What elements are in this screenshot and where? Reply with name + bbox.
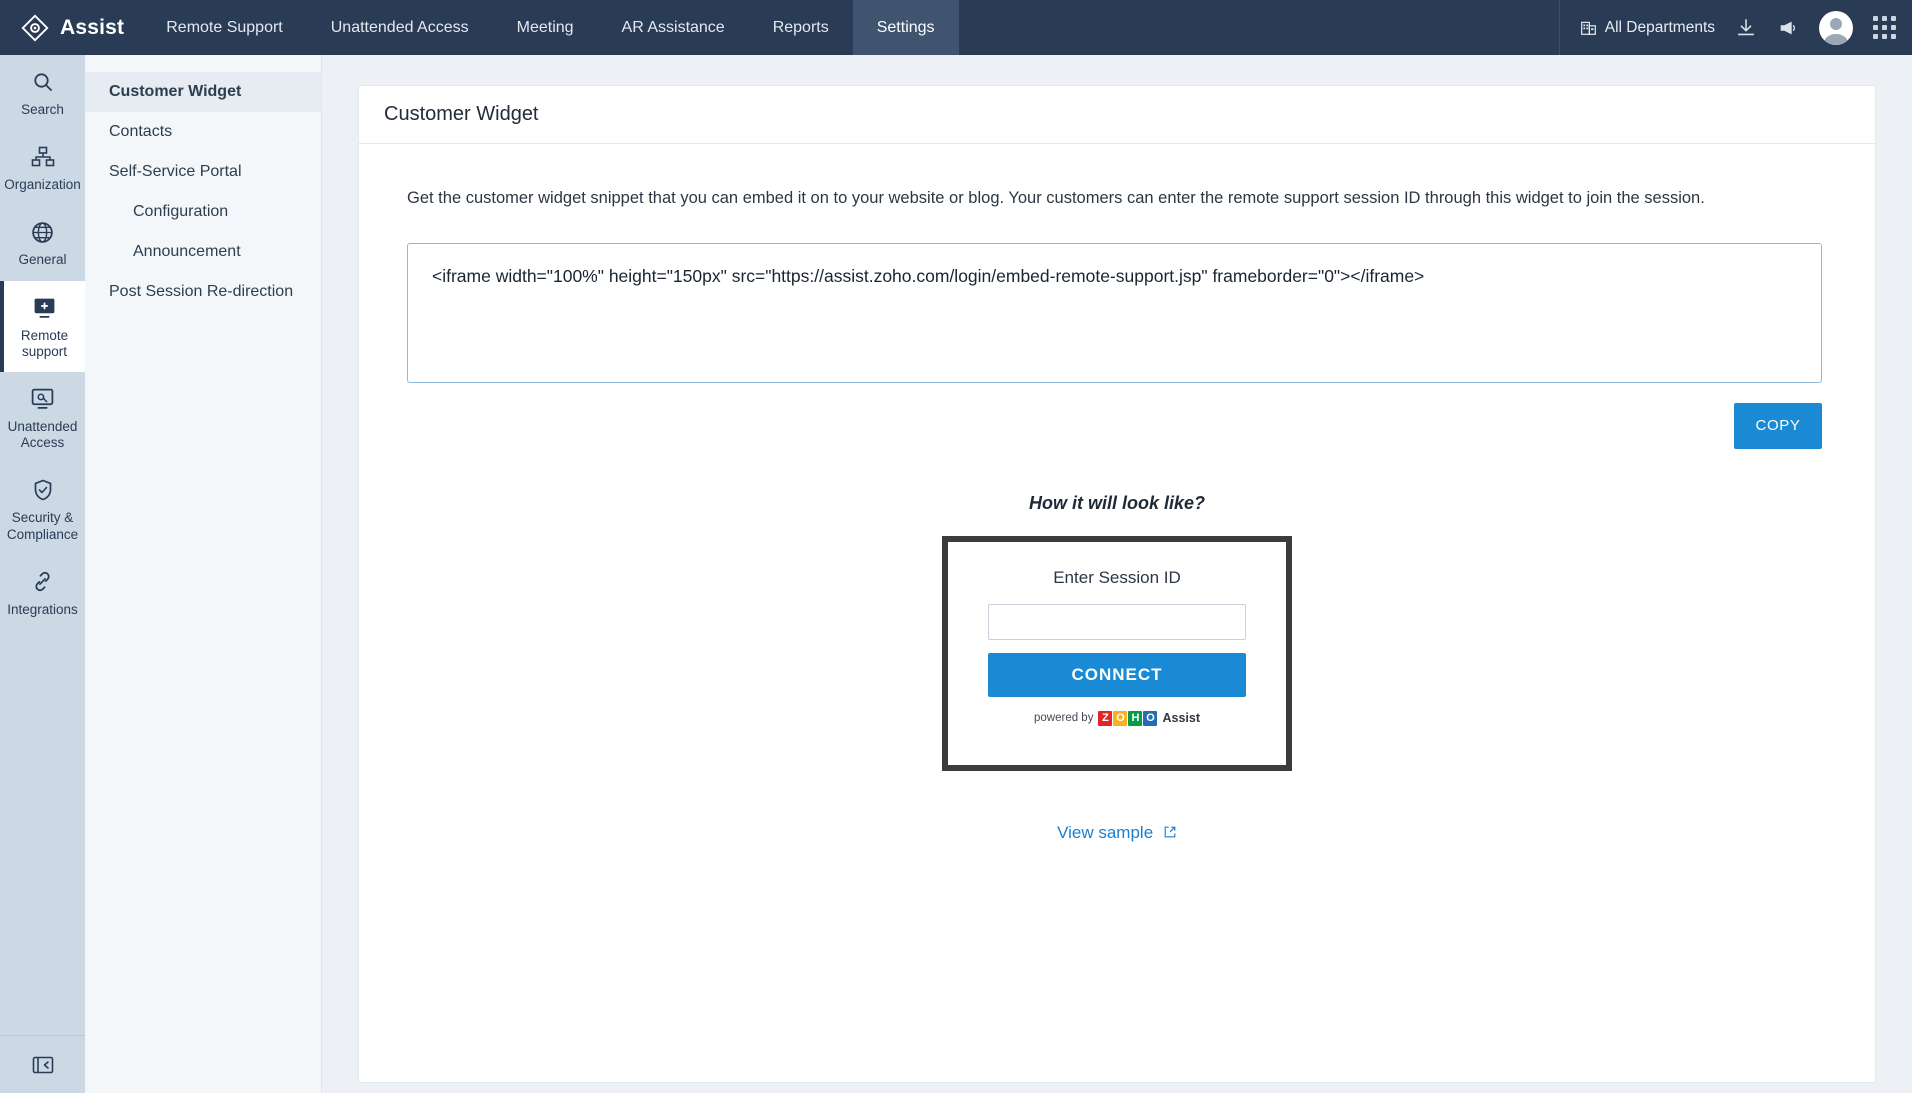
settings-nav-item-contacts[interactable]: Contacts — [109, 123, 173, 140]
nav-item-ar-assistance[interactable]: AR Assistance — [621, 18, 725, 36]
app-grid-icon[interactable] — [1873, 16, 1896, 39]
copy-button-row — [407, 403, 1822, 449]
powered-by-label: powered by — [1034, 712, 1094, 725]
view-sample-label: View sample — [1057, 822, 1154, 842]
sidebar-item-label: Security & Compliance — [6, 510, 79, 542]
sidebar-item-unattended-access[interactable] — [0, 372, 85, 463]
nav-item-reports[interactable]: Reports — [772, 18, 829, 36]
settings-nav-item-self-service-portal[interactable]: Self-Service Portal — [109, 163, 242, 180]
main-content — [322, 55, 1912, 1093]
widget-title: Enter Session ID — [1053, 567, 1181, 587]
settings-nav-item-post-session-redirection[interactable]: Post Session Re-direction — [109, 283, 294, 300]
settings-nav-item-announcement[interactable]: Announcement — [133, 243, 241, 260]
connect-button[interactable]: CONNECT — [988, 653, 1246, 697]
zoho-letter-h: H — [1128, 711, 1142, 726]
nav-item-remote-support[interactable]: Remote Support — [166, 18, 283, 36]
sidebar-item-label: Unattended Access — [7, 418, 78, 451]
download-icon[interactable] — [1735, 17, 1757, 39]
zoho-logo-icon — [1098, 711, 1157, 726]
settings-sidebar — [85, 55, 322, 1093]
external-link-icon — [1163, 825, 1177, 839]
sidebar-item-search[interactable] — [0, 55, 85, 130]
left-icon-rail — [0, 55, 85, 1093]
sidebar-item-label: Search — [21, 102, 64, 117]
avatar[interactable] — [1819, 11, 1853, 45]
sidebar-item-label: Organization — [4, 177, 81, 193]
department-selector[interactable] — [1580, 19, 1715, 37]
sidebar-item-integrations[interactable] — [0, 555, 85, 630]
nav-item-unattended-access[interactable]: Unattended Access — [330, 18, 469, 36]
preview-caption: How it will look like? — [1028, 492, 1206, 513]
sidebar-item-label: Integrations — [7, 601, 78, 617]
organization-icon — [30, 144, 56, 170]
card-body — [359, 144, 1875, 843]
integrations-icon — [30, 569, 56, 595]
sidebar-item-remote-support[interactable] — [0, 281, 85, 372]
view-sample-link[interactable] — [407, 823, 1827, 843]
topbar-right-tools — [1559, 0, 1912, 55]
brand-logo-area[interactable] — [0, 0, 142, 55]
session-id-input[interactable] — [988, 604, 1246, 640]
unattended-access-icon — [30, 386, 56, 412]
assist-logo-icon — [20, 13, 50, 43]
megaphone-icon[interactable] — [1777, 17, 1799, 39]
sidebar-item-organization[interactable] — [0, 130, 85, 205]
zoho-letter-o2: O — [1143, 711, 1157, 726]
powered-by-product: Assist — [1162, 711, 1200, 726]
embed-snippet-field[interactable]: <iframe width="100%" height="150px" src="https://assist.zoho.com/login/embed-remote-support.jsp" frameborder="0"></iframe> — [407, 243, 1822, 383]
settings-nav-item-configuration[interactable]: Configuration — [133, 203, 229, 220]
powered-by-badge — [1034, 711, 1200, 726]
copy-button[interactable]: COPY — [1734, 403, 1822, 449]
nav-item-settings[interactable]: Settings — [853, 0, 959, 55]
sidebar-item-general[interactable] — [0, 205, 85, 280]
sidebar-item-security-compliance[interactable] — [0, 463, 85, 554]
collapse-panel-icon[interactable] — [0, 1035, 85, 1093]
shield-icon — [30, 477, 56, 503]
primary-nav — [142, 0, 958, 55]
top-navigation-bar — [0, 0, 1912, 55]
building-icon — [1580, 19, 1597, 36]
remote-support-icon — [32, 295, 58, 321]
nav-item-meeting[interactable]: Meeting — [516, 18, 574, 36]
sidebar-item-label: Remote support — [20, 327, 69, 359]
globe-icon — [30, 219, 56, 245]
brand-name: Assist — [60, 15, 125, 39]
department-label: All Departments — [1604, 18, 1715, 36]
zoho-letter-o1: O — [1113, 711, 1127, 726]
widget-preview — [942, 536, 1292, 771]
settings-nav-item-customer-widget[interactable]: Customer Widget — [85, 72, 321, 112]
customer-widget-card — [358, 85, 1876, 1083]
search-icon — [30, 69, 56, 95]
description-text: Get the customer widget snippet that you can embed it on to your website or blog. Your customers can enter the remote support session ID through this widget to join the session. — [407, 189, 1705, 207]
zoho-letter-z: Z — [1098, 711, 1112, 726]
page-title: Customer Widget — [359, 86, 1875, 144]
sidebar-item-label: General — [18, 252, 67, 268]
